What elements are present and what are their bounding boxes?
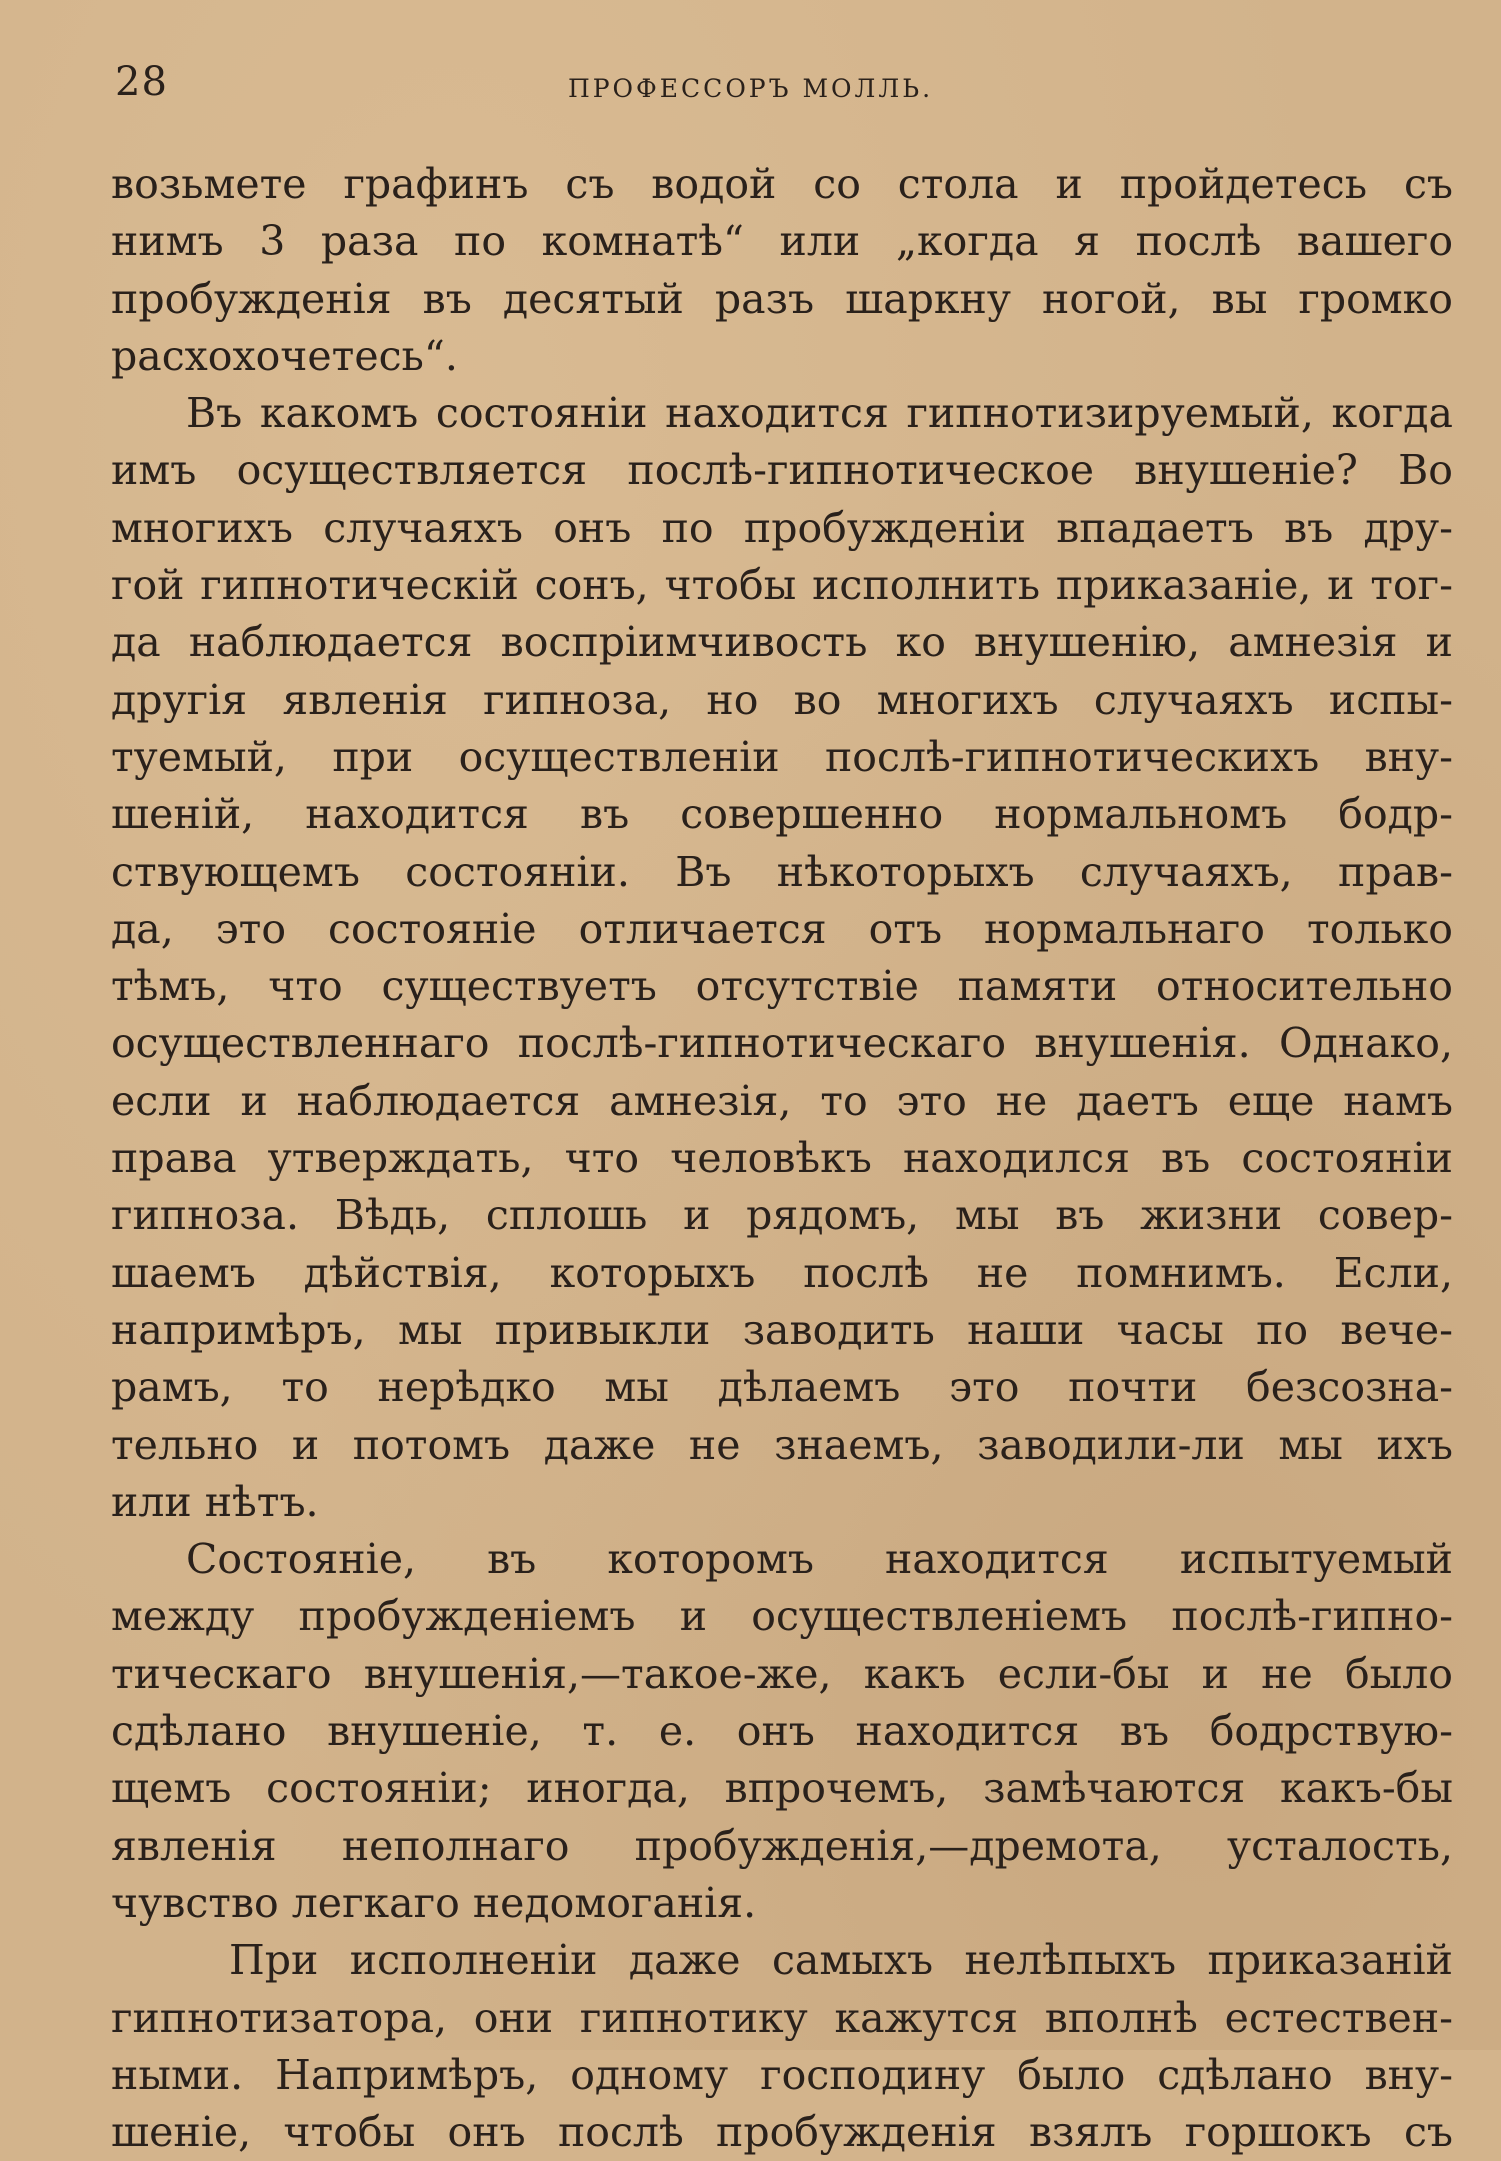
text-line: шеніе, чтобы онъ послѣ пробужденія взялъ горшокъ съ <box>111 2108 1453 2157</box>
text-line: или нѣтъ. <box>111 1477 319 1526</box>
text-line: гипнотизатора, они гипнотику кажутся вполнѣ естествен- <box>111 1993 1453 2042</box>
text-line: расхохочетесь“. <box>111 331 458 380</box>
text-line: нимъ 3 раза по комнатѣ“ или „когда я послѣ вашего <box>111 217 1453 266</box>
text-line: гой гипнотическій сонъ, чтобы исполнить приказаніе, и тог- <box>111 561 1453 610</box>
text-line: туемый, при осуществленіи послѣ-гипнотическихъ вну- <box>111 732 1453 781</box>
text-line: сдѣлано внушеніе, т. е. онъ находится въ бодрствую- <box>111 1707 1453 1756</box>
page-number: 28 <box>115 59 168 105</box>
text-line: явленія неполнаго пробужденія,—дремота, усталость, <box>111 1821 1453 1870</box>
text-line: между пробужденіемъ и осуществленіемъ послѣ-гипно- <box>111 1592 1453 1641</box>
text-line: многихъ случаяхъ онъ по пробужденіи впадаетъ въ дру- <box>111 503 1453 552</box>
text-line: шеній, находится въ совершенно нормальномъ бодр- <box>111 790 1453 839</box>
text-line: шаемъ дѣйствія, которыхъ послѣ не помнимъ. Если, <box>111 1248 1453 1297</box>
text-line: ными. Напримѣръ, одному господину было сдѣлано вну- <box>111 2050 1453 2099</box>
text-line: Состояніе, въ которомъ находится испытуемый <box>186 1535 1453 1584</box>
text-line: пробужденія въ десятый разъ шаркну ногой, вы громко <box>111 274 1453 323</box>
text-line: возьмете графинъ съ водой со стола и пройдетесь съ <box>111 160 1453 208</box>
text-line: При исполненіи даже самыхъ нелѣпыхъ приказаній <box>229 1936 1453 1985</box>
text-line: да, это состояніе отличается отъ нормальнаго только <box>111 904 1453 953</box>
text-line: имъ осуществляется послѣ-гипнотическое внушеніе? Во <box>111 446 1453 495</box>
text-line: чувство легкаго недомоганія. <box>111 1878 757 1927</box>
text-line: гипноза. Вѣдь, сплошь и рядомъ, мы въ жизни совер- <box>111 1191 1453 1240</box>
text-line: если и наблюдается амнезія, то это не даетъ еще намъ <box>111 1076 1453 1125</box>
text-line: тѣмъ, что существуетъ отсутствіе памяти относительно <box>111 962 1453 1011</box>
text-line: ствующемъ состояніи. Въ нѣкоторыхъ случаяхъ, прав- <box>111 847 1453 896</box>
body-text <box>111 156 1453 2161</box>
text-line: тическаго внушенія,—такое-же, какъ если-бы и не было <box>111 1649 1453 1698</box>
text-line: Въ какомъ состояніи находится гипнотизируемый, когда <box>186 389 1453 438</box>
text-line: тельно и потомъ даже не знаемъ, заводили-ли мы ихъ <box>111 1420 1453 1469</box>
text-line: напримѣръ, мы привыкли заводить наши часы по вече- <box>111 1305 1453 1354</box>
text-line: щемъ состояніи; иногда, впрочемъ, замѣчаются какъ-бы <box>111 1764 1453 1813</box>
text-line: да наблюдается воспріимчивость ко внушенію, амнезія и <box>111 618 1453 667</box>
text-line: права утверждать, что человѣкъ находился въ состояніи <box>111 1134 1453 1183</box>
text-line: другія явленія гипноза, но во многихъ случаяхъ испы- <box>111 675 1453 724</box>
text-line: осуществленнаго послѣ-гипнотическаго внушенія. Однако, <box>111 1019 1453 1068</box>
running-head: ПРОФЕССОРЪ МОЛЛЬ. <box>567 74 934 103</box>
text-line: рамъ, то нерѣдко мы дѣлаемъ это почти безсознa- <box>111 1363 1453 1412</box>
